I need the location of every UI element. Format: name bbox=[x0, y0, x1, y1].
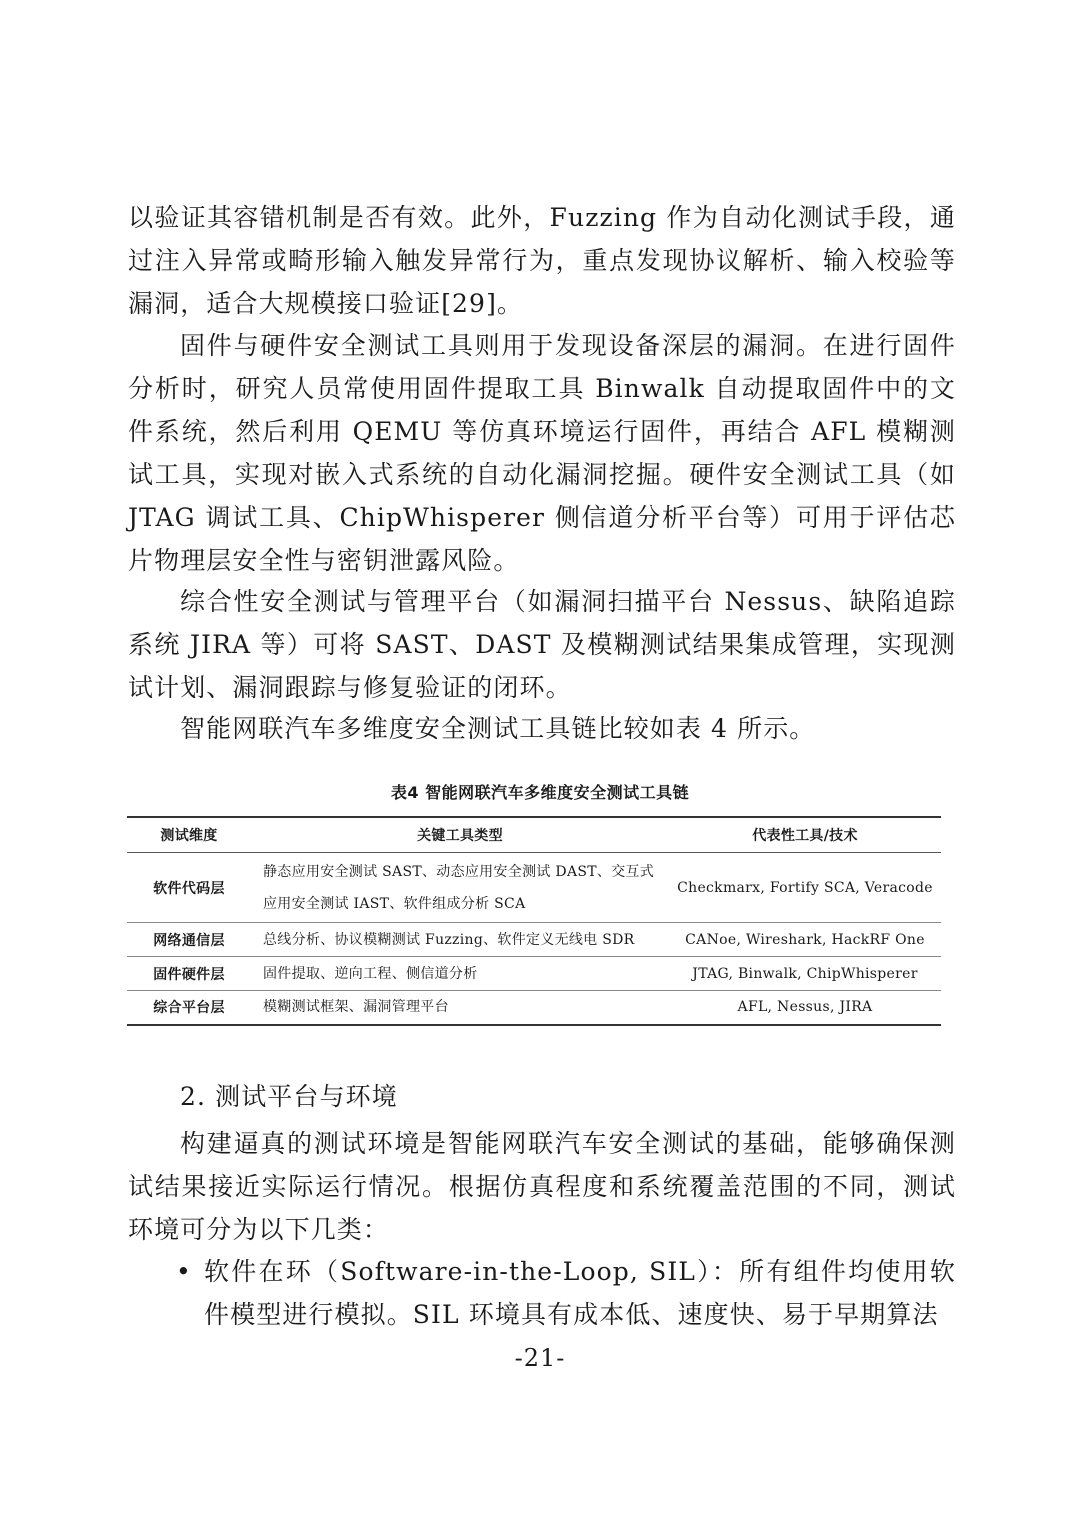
header-representative-tools: 代表性工具/技术 bbox=[752, 828, 858, 844]
paragraph-fuzzing: 以验证其容错机制是否有效。此外，Fuzzing 作为自动化测试手段，通过注入异常或畸形输入触发异常行为，重点发现协议解析、输入校验等漏洞，适合大规模接口验证[29]。 bbox=[128, 203, 956, 318]
paragraph-test-environment: 构建逼真的测试环境是智能网联汽车安全测试的基础，能够确保测试结果接近实际运行情况。根据仿真程度和系统覆盖范围的不同，测试环境可分为以下几类： bbox=[128, 1129, 956, 1244]
table-row bbox=[127, 923, 941, 957]
cell-tool-types: 总线分析、协议模糊测试 Fuzzing、软件定义无线电 SDR bbox=[263, 931, 635, 948]
table-row bbox=[127, 991, 941, 1025]
paragraph-firmware-hardware: 固件与硬件安全测试工具则用于发现设备深层的漏洞。在进行固件分析时，研究人员常使用固件提取工具 Binwalk 自动提取固件中的文件系统，然后利用 QEMU 等仿真环境运行固件，再结合 AFL 模糊测试工具，实现对嵌入式系统的自动化漏洞挖掘。硬件安全测试工具（如 JTAG 调试工具、ChipWhisperer 侧信道分析平台等）可用于评估芯片物理层安全性与密钥泄露风险。 bbox=[128, 331, 956, 575]
section-heading: 2. 测试平台与环境 bbox=[180, 1082, 398, 1111]
table-row bbox=[127, 853, 941, 923]
header-dimension: 测试维度 bbox=[160, 828, 218, 844]
paragraph-management-platform: 综合性安全测试与管理平台（如漏洞扫描平台 Nessus、缺陷追踪系统 JIRA 等）可将 SAST、DAST 及模糊测试结果集成管理，实现测试计划、漏洞跟踪与修复验证的闭环。 bbox=[128, 587, 956, 702]
cell-dimension: 网络通信层 bbox=[153, 932, 225, 949]
list-item bbox=[176, 1250, 956, 1336]
cell-dimension: 综合平台层 bbox=[153, 1000, 225, 1017]
page-number: -21- bbox=[514, 1344, 566, 1372]
toolchain-table bbox=[127, 816, 941, 1026]
cell-representative-tools: AFL, Nessus, JIRA bbox=[737, 999, 873, 1016]
cell-tool-types: 静态应用安全测试 SAST、动态应用安全测试 DAST、交互式应用安全测试 IAST、软件组成分析 SCA bbox=[263, 863, 655, 912]
cell-representative-tools: Checkmarx, Fortify SCA, Veracode bbox=[677, 879, 933, 896]
cell-dimension: 固件硬件层 bbox=[153, 966, 225, 983]
bullet-marker: • bbox=[176, 1257, 192, 1286]
cell-tool-types: 模糊测试框架、漏洞管理平台 bbox=[263, 999, 449, 1016]
table-row bbox=[127, 957, 941, 991]
cell-dimension: 软件代码层 bbox=[153, 880, 225, 897]
table-caption: 表4 智能网联汽车多维度安全测试工具链 bbox=[390, 783, 690, 802]
cell-tool-types: 固件提取、逆向工程、侧信道分析 bbox=[263, 965, 478, 982]
cell-representative-tools: CANoe, Wireshark, HackRF One bbox=[685, 931, 925, 948]
table-header-row bbox=[127, 817, 941, 853]
list-item-text: 软件在环（Software-in-the-Loop, SIL）：所有组件均使用软件模型进行模拟。SIL 环境具有成本低、速度快、易于早期算法 bbox=[204, 1257, 956, 1329]
header-tool-types: 关键工具类型 bbox=[417, 828, 503, 844]
cell-representative-tools: JTAG, Binwalk, ChipWhisperer bbox=[692, 965, 918, 982]
paragraph-table-intro: 智能网联汽车多维度安全测试工具链比较如表 4 所示。 bbox=[180, 714, 816, 743]
